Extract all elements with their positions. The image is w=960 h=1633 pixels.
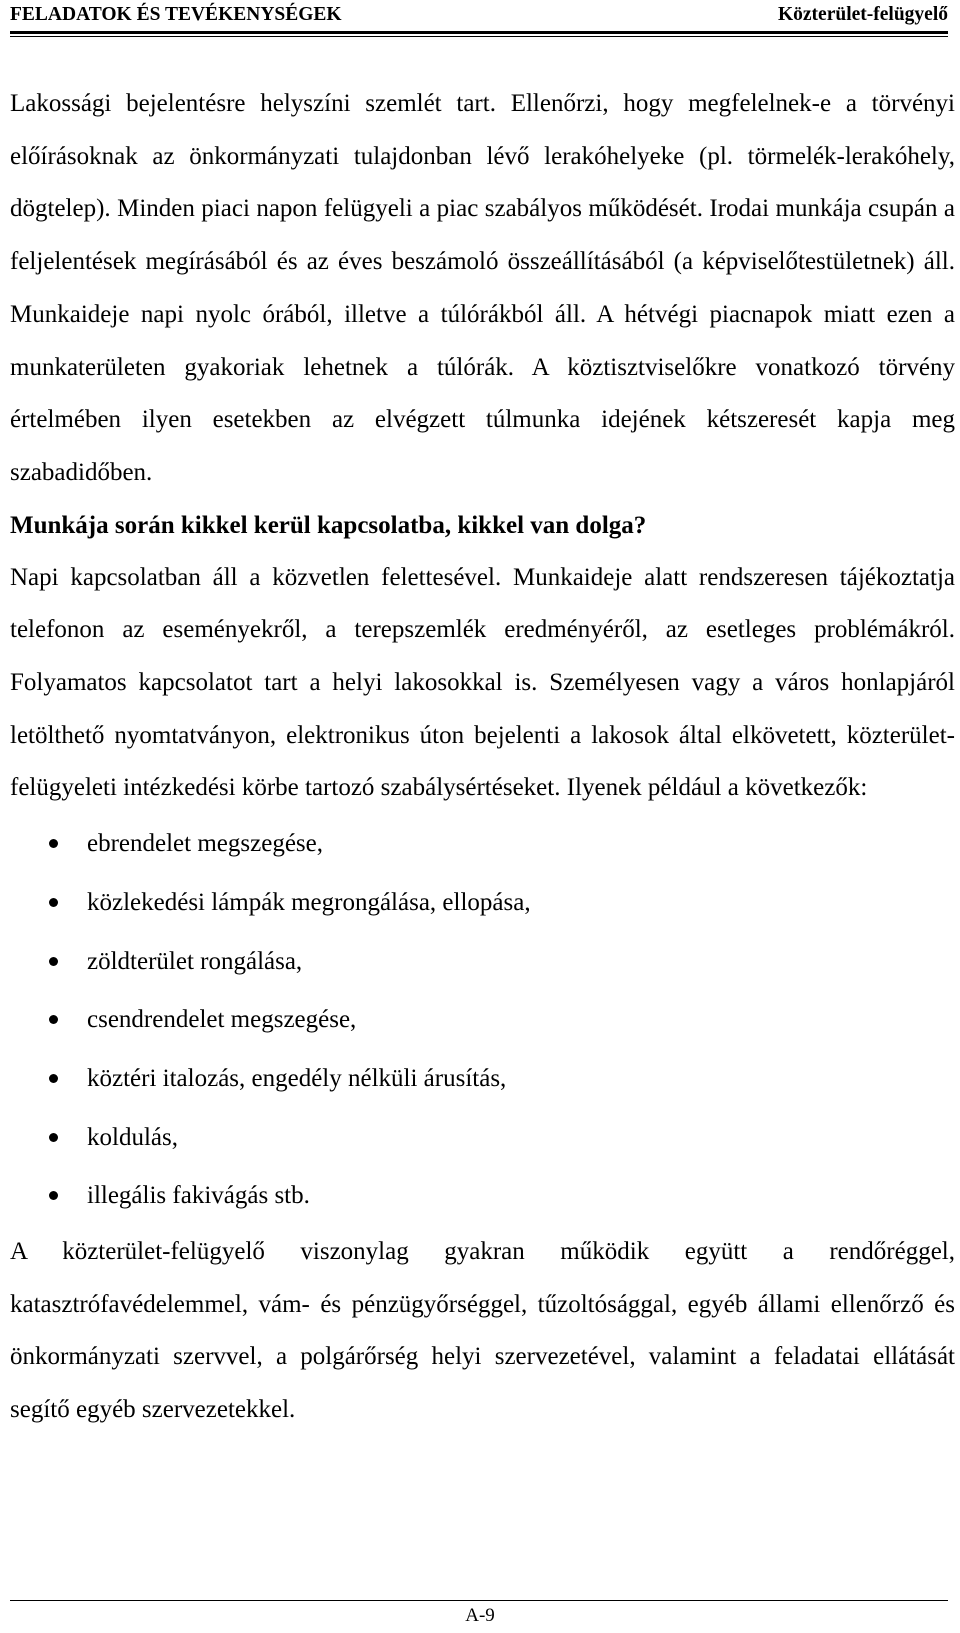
list-item: zöldterület rongálása, xyxy=(10,933,955,992)
paragraph-contacts: Napi kapcsolatban áll a közvetlen felettesével. Munkaideje alatt rendszeresen tájékoztatja telefonon az eseményekről, a terepszemlék eredményéről, az esetleges problémákról. Folyamatos kapcsolatot tart a helyi lakosokkal is. Személyesen vagy a város honlapjáról letölthető nyomtatványon, elektronikus úton bejelenti a lakosok által elkövetett, közterület-felügyeleti intézkedési körbe tartozó szabálysértéseket. Ilyenek például a következők: xyxy=(10,563,955,802)
bullet-icon xyxy=(49,957,58,966)
page-number: A-9 xyxy=(465,1605,495,1626)
list-item: közlekedési lámpák megrongálása, ellopása, xyxy=(10,874,955,933)
page-header xyxy=(10,2,948,32)
document-body xyxy=(10,78,955,1437)
bullet-icon xyxy=(49,839,58,848)
bullet-icon xyxy=(49,898,58,907)
footer-rule xyxy=(10,1600,948,1601)
bullet-icon xyxy=(49,1133,58,1142)
header-rule-thin xyxy=(10,36,948,37)
violations-list xyxy=(10,815,955,1226)
bullet-icon xyxy=(49,1074,58,1083)
section-heading: Munkája során kikkel kerül kapcsolatba, kikkel van dolga? xyxy=(10,511,647,539)
list-item: csendrendelet megszegése, xyxy=(10,991,955,1050)
list-item: ebrendelet megszegése, xyxy=(10,815,955,874)
bullet-icon xyxy=(49,1191,58,1200)
list-item: köztéri italozás, engedély nélküli árusítás, xyxy=(10,1050,955,1109)
paragraph-cooperation: A közterület-felügyelő viszonylag gyakran működik együtt a rendőréggel, katasztrófavédelemmel, vám- és pénzügyőrséggel, tűzoltósággal, egyéb állami ellenőrző és önkormányzati szervvel, a polgárőrség helyi szervezetével, valamint a feladatai ellátását segítő egyéb szervezetekkel. xyxy=(10,1238,955,1424)
header-job-title: Közterület-felügyelő xyxy=(777,4,948,25)
header-rule-thick xyxy=(10,31,948,34)
list-item: koldulás, xyxy=(10,1109,955,1168)
paragraph-duties: Lakossági bejelentésre helyszíni szemlét tart. Ellenőrzi, hogy megfelelnek-e a törvényi előírásoknak az önkormányzati tulajdonban lévő lerakóhelyeke (pl. törmelék-lerakóhely, dögtelep). Minden piaci napon felügyeli a piac szabályos működését. Irodai munkája csupán a feljelentések megírásából és az éves beszámoló összeállításából (a képviselőtestületnek) áll. Munkaideje napi nyolc órából, illetve a túlórákból áll. A hétvégi piacnapok miatt ezen a munkaterületen gyakoriak lehetnek a túlórák. A köztisztviselőkre vonatkozó törvény értelmében ilyen esetekben az elvégzett túlmunka idejének kétszeresét kapja meg szabadidőben. xyxy=(10,90,955,486)
header-section-title: FELADATOK ÉS TEVÉKENYSÉGEK xyxy=(10,4,342,25)
list-item: illegális fakivágás stb. xyxy=(10,1167,955,1226)
bullet-icon xyxy=(49,1015,58,1024)
